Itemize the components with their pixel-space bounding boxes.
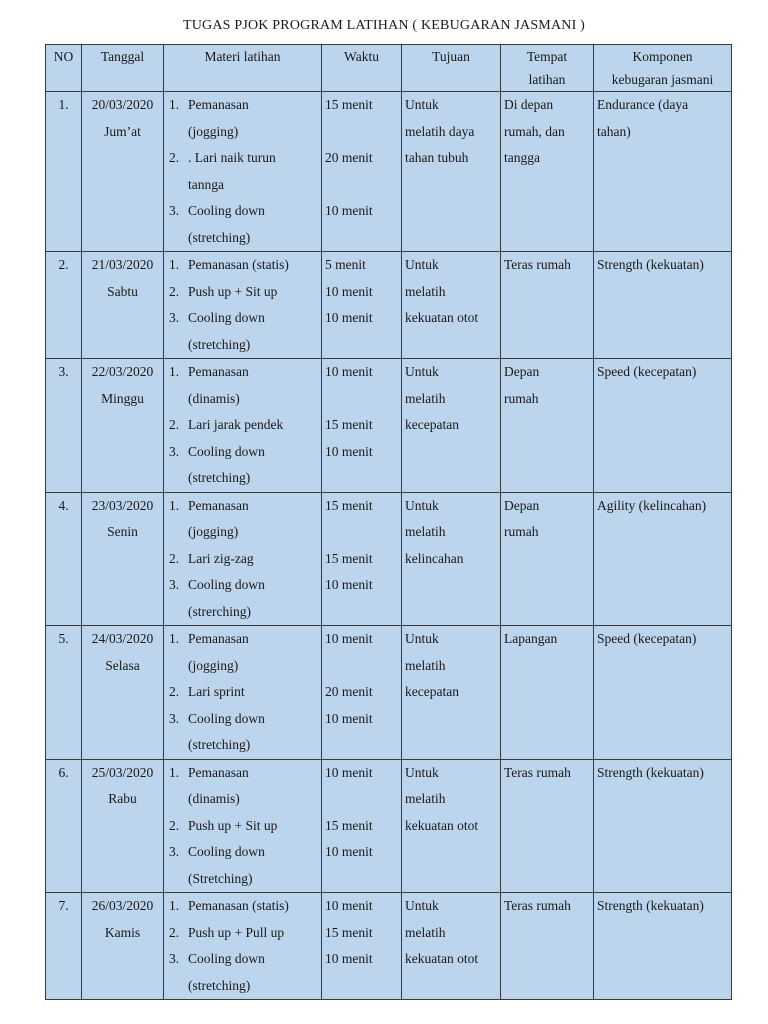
- materi-text: Pemanasan: [188, 631, 249, 646]
- date-text: 25/03/2020: [91, 764, 154, 780]
- header-komponen-line-1: Komponen: [632, 49, 693, 64]
- materi-text: (stretching): [188, 737, 251, 752]
- waktu-text: 10 menit: [325, 951, 373, 966]
- materi-item: [167, 546, 318, 573]
- training-program-table: [45, 44, 732, 1000]
- cell-tanggal: [82, 359, 164, 493]
- materi-text: (stretching): [188, 470, 251, 485]
- materi-number: 3.: [169, 844, 180, 859]
- tujuan-text: tahan tubuh: [405, 150, 469, 165]
- materi-list: [167, 252, 318, 358]
- waktu-text: [325, 519, 398, 546]
- tujuan-text: Untuk: [405, 97, 439, 112]
- tempat-text: rumah, dan: [504, 123, 565, 139]
- cell-materi: [164, 626, 322, 760]
- materi-text: Cooling down: [188, 443, 265, 459]
- materi-text: (Stretching): [188, 870, 253, 886]
- date-text: 20/03/2020: [91, 97, 154, 112]
- waktu-text: 10 menit: [325, 283, 373, 299]
- materi-list: [167, 359, 318, 492]
- table-row: [46, 92, 732, 252]
- waktu-text: [325, 732, 398, 759]
- table-row: [46, 359, 732, 493]
- waktu-text: [325, 465, 398, 492]
- materi-text: (stretching): [188, 336, 251, 352]
- cell-materi: [164, 492, 322, 626]
- day-text: Kamis: [104, 924, 141, 940]
- komponen-text: Speed (kecepatan): [597, 364, 697, 379]
- cell-komponen: [594, 893, 732, 1000]
- materi-item: [167, 706, 318, 759]
- tujuan-text: Untuk: [405, 364, 439, 379]
- materi-number: 3.: [169, 577, 180, 592]
- cell-tujuan: [402, 359, 501, 493]
- materi-text: (stretching): [188, 229, 251, 245]
- cell-tanggal: [82, 626, 164, 760]
- cell-no: 3.: [46, 359, 82, 493]
- cell-materi: [164, 252, 322, 359]
- header-no: NO: [46, 45, 82, 92]
- cell-no: 2.: [46, 252, 82, 359]
- materi-text: tannga: [188, 176, 224, 192]
- materi-text: Push up + Sit up: [188, 283, 278, 299]
- tujuan-text: kelincahan: [405, 550, 464, 566]
- day-text: Jum’at: [104, 123, 141, 139]
- cell-tempat: [501, 492, 594, 626]
- materi-item: [167, 813, 318, 840]
- cell-waktu: [322, 359, 402, 493]
- materi-text: (jogging): [188, 524, 239, 539]
- materi-number: 1.: [169, 257, 180, 272]
- cell-waktu: [322, 893, 402, 1000]
- materi-list: [167, 760, 318, 893]
- day-text: Sabtu: [107, 283, 138, 299]
- waktu-text: 10 menit: [325, 710, 373, 726]
- materi-text: Pemanasan (statis): [188, 257, 289, 272]
- materi-number: 1.: [169, 631, 180, 646]
- komponen-text: Speed (kecepatan): [597, 631, 697, 646]
- cell-waktu: [322, 492, 402, 626]
- waktu-text: 10 menit: [325, 631, 373, 646]
- header-tanggal: Tanggal: [82, 45, 164, 92]
- cell-materi: [164, 759, 322, 893]
- materi-number: 1.: [169, 898, 180, 913]
- materi-text: (strerching): [188, 603, 251, 619]
- page-title: TUGAS PJOK PROGRAM LATIHAN ( KEBUGARAN JASMANI ): [182, 18, 585, 33]
- cell-tujuan: [402, 492, 501, 626]
- cell-tempat: [501, 252, 594, 359]
- tempat-text: Teras rumah: [504, 898, 571, 913]
- tujuan-text: melatih: [405, 791, 446, 806]
- materi-number: 1.: [169, 97, 180, 112]
- waktu-text: 20 menit: [325, 684, 373, 699]
- header-tempat-line-1: Tempat: [526, 49, 568, 64]
- tempat-text: Teras rumah: [504, 257, 571, 272]
- materi-number: 1.: [169, 764, 180, 780]
- tujuan-text: melatih: [405, 283, 446, 299]
- waktu-text: [325, 332, 398, 359]
- cell-materi: [164, 893, 322, 1000]
- cell-tujuan: [402, 759, 501, 893]
- table-row: [46, 626, 732, 760]
- materi-number: 2.: [169, 417, 180, 432]
- cell-materi: [164, 359, 322, 493]
- waktu-text: 10 menit: [325, 443, 373, 459]
- waktu-text: 15 menit: [325, 550, 373, 566]
- materi-text: Lari sprint: [188, 684, 245, 699]
- waktu-text: 15 menit: [325, 417, 373, 432]
- materi-item: [167, 679, 318, 706]
- cell-tempat: [501, 759, 594, 893]
- tujuan-text: melatih: [405, 390, 446, 406]
- tujuan-text: Untuk: [405, 497, 439, 513]
- waktu-text: [325, 599, 398, 626]
- cell-waktu: [322, 252, 402, 359]
- day-text: Senin: [107, 524, 138, 539]
- cell-tempat: [501, 893, 594, 1000]
- cell-komponen: [594, 759, 732, 893]
- waktu-text: 10 menit: [325, 364, 373, 379]
- day-text: Minggu: [101, 390, 144, 406]
- tujuan-text: Untuk: [405, 631, 439, 646]
- materi-text: (dinamis): [188, 791, 240, 806]
- materi-text: Pemanasan: [188, 97, 249, 112]
- materi-item: [167, 305, 318, 358]
- materi-number: 3.: [169, 203, 180, 218]
- cell-komponen: [594, 92, 732, 252]
- waktu-text: 5 menit: [325, 257, 366, 272]
- materi-text: Cooling down: [188, 951, 265, 966]
- cell-tempat: [501, 626, 594, 760]
- materi-text: Pemanasan: [188, 364, 249, 379]
- cell-komponen: [594, 492, 732, 626]
- tujuan-text: kekuatan otot: [405, 951, 479, 966]
- materi-text: Push up + Pull up: [188, 924, 285, 940]
- materi-text: Cooling down: [188, 203, 265, 218]
- header-komponen: [594, 45, 732, 92]
- waktu-text: [325, 866, 398, 893]
- waktu-text: [325, 119, 398, 146]
- cell-no: 7.: [46, 893, 82, 1000]
- materi-text: Pemanasan: [188, 764, 249, 780]
- materi-number: 2.: [169, 684, 180, 699]
- materi-text: . Lari naik turun: [188, 150, 276, 165]
- komponen-text: Endurance (daya: [597, 97, 689, 112]
- materi-text: Pemanasan (statis): [188, 898, 289, 913]
- table-row: [46, 492, 732, 626]
- materi-item: [167, 439, 318, 492]
- waktu-text: 10 menit: [325, 898, 373, 913]
- materi-text: Lari jarak pendek: [188, 417, 284, 432]
- cell-tanggal: [82, 492, 164, 626]
- cell-komponen: [594, 626, 732, 760]
- tujuan-text: melatih daya: [405, 123, 475, 139]
- cell-materi: [164, 92, 322, 252]
- header-tujuan: Tujuan: [402, 45, 501, 92]
- waktu-text: [325, 386, 398, 413]
- komponen-text: Strength (kekuatan): [597, 764, 704, 780]
- materi-number: 3.: [169, 310, 180, 325]
- materi-text: Cooling down: [188, 710, 265, 726]
- cell-tujuan: [402, 252, 501, 359]
- cell-tanggal: [82, 252, 164, 359]
- cell-waktu: [322, 626, 402, 760]
- materi-text: Lari zig-zag: [188, 550, 254, 566]
- materi-number: 2.: [169, 150, 180, 165]
- tujuan-text: Untuk: [405, 257, 439, 272]
- materi-item: [167, 145, 318, 198]
- materi-number: 3.: [169, 951, 180, 966]
- waktu-text: 10 menit: [325, 203, 373, 218]
- cell-tempat: [501, 92, 594, 252]
- header-materi: Materi latihan: [164, 45, 322, 92]
- materi-item: [167, 893, 318, 920]
- tempat-text: tangga: [504, 150, 540, 165]
- cell-tujuan: [402, 893, 501, 1000]
- tujuan-text: kecepatan: [405, 417, 459, 432]
- materi-item: [167, 572, 318, 625]
- date-text: 23/03/2020: [91, 497, 154, 513]
- materi-item: [167, 198, 318, 251]
- materi-text: Pemanasan: [188, 497, 249, 513]
- materi-list: [167, 626, 318, 759]
- tujuan-text: kekuatan otot: [405, 310, 479, 325]
- materi-number: 2.: [169, 550, 180, 566]
- cell-komponen: [594, 252, 732, 359]
- materi-item: [167, 760, 318, 813]
- date-text: 21/03/2020: [91, 257, 154, 272]
- tujuan-text: melatih: [405, 657, 446, 673]
- materi-item: [167, 946, 318, 999]
- komponen-text: Strength (kekuatan): [597, 898, 704, 913]
- materi-text: Cooling down: [188, 844, 265, 859]
- komponen-text: tahan): [597, 123, 631, 139]
- tujuan-text: melatih: [405, 524, 446, 539]
- tempat-text: rumah: [504, 524, 539, 539]
- materi-item: [167, 920, 318, 947]
- materi-text: Cooling down: [188, 577, 265, 592]
- waktu-text: [325, 786, 398, 813]
- materi-number: 2.: [169, 283, 180, 299]
- waktu-text: [325, 172, 398, 199]
- header-komponen-line-2: kebugaran jasmani: [611, 72, 714, 87]
- cell-tanggal: [82, 759, 164, 893]
- table-row: [46, 893, 732, 1000]
- waktu-text: 10 menit: [325, 310, 373, 325]
- materi-text: (stretching): [188, 977, 251, 993]
- waktu-text: 15 menit: [325, 817, 373, 833]
- cell-tujuan: [402, 92, 501, 252]
- materi-number: 1.: [169, 497, 180, 513]
- tempat-text: rumah: [504, 390, 539, 406]
- cell-tanggal: [82, 92, 164, 252]
- materi-text: (jogging): [188, 123, 239, 139]
- materi-number: 3.: [169, 710, 180, 726]
- cell-tanggal: [82, 893, 164, 1000]
- tempat-text: Teras rumah: [504, 764, 571, 780]
- tujuan-text: kecepatan: [405, 684, 459, 699]
- waktu-text: 15 menit: [325, 924, 373, 940]
- materi-number: 2.: [169, 924, 180, 940]
- cell-tujuan: [402, 626, 501, 760]
- day-text: Selasa: [105, 657, 140, 673]
- materi-item: [167, 279, 318, 306]
- cell-tempat: [501, 359, 594, 493]
- cell-komponen: [594, 359, 732, 493]
- materi-number: 1.: [169, 364, 180, 379]
- materi-item: [167, 92, 318, 145]
- materi-number: 3.: [169, 443, 180, 459]
- date-text: 22/03/2020: [91, 364, 154, 379]
- tujuan-text: melatih: [405, 924, 446, 940]
- date-text: 26/03/2020: [91, 898, 154, 913]
- tujuan-text: Untuk: [405, 898, 439, 913]
- cell-no: 1.: [46, 92, 82, 252]
- materi-list: [167, 893, 318, 999]
- cell-no: 4.: [46, 492, 82, 626]
- header-waktu: Waktu: [322, 45, 402, 92]
- komponen-text: Agility (kelincahan): [597, 497, 707, 513]
- materi-text: Push up + Sit up: [188, 817, 278, 833]
- waktu-text: [325, 653, 398, 680]
- tujuan-text: kekuatan otot: [405, 817, 479, 833]
- materi-list: [167, 493, 318, 626]
- materi-list: [167, 92, 318, 251]
- waktu-text: 10 menit: [325, 764, 373, 780]
- tempat-text: Lapangan: [504, 631, 558, 646]
- waktu-text: [325, 973, 398, 1000]
- materi-text: Cooling down: [188, 310, 265, 325]
- waktu-text: 20 menit: [325, 150, 373, 165]
- waktu-text: [325, 225, 398, 252]
- waktu-text: 15 menit: [325, 497, 373, 513]
- header-tempat-line-2: latihan: [528, 72, 566, 87]
- materi-item: [167, 839, 318, 892]
- materi-item: [167, 493, 318, 546]
- waktu-text: 10 menit: [325, 844, 373, 859]
- komponen-text: Strength (kekuatan): [597, 257, 704, 272]
- materi-item: [167, 252, 318, 279]
- waktu-text: 10 menit: [325, 577, 373, 592]
- waktu-text: 15 menit: [325, 97, 373, 112]
- materi-item: [167, 412, 318, 439]
- cell-no: 5.: [46, 626, 82, 760]
- tempat-text: Di depan: [504, 97, 554, 112]
- date-text: 24/03/2020: [91, 631, 154, 646]
- table-row: [46, 252, 732, 359]
- table-body: [46, 92, 732, 1000]
- tempat-text: Depan: [504, 364, 540, 379]
- materi-item: [167, 359, 318, 412]
- table-header-row: [46, 45, 732, 92]
- day-text: Rabu: [108, 791, 137, 806]
- tempat-text: Depan: [504, 497, 540, 513]
- materi-number: 2.: [169, 817, 180, 833]
- cell-no: 6.: [46, 759, 82, 893]
- materi-text: (dinamis): [188, 390, 240, 406]
- materi-text: (jogging): [188, 657, 239, 673]
- header-tempat: [501, 45, 594, 92]
- materi-item: [167, 626, 318, 679]
- tujuan-text: Untuk: [405, 764, 439, 780]
- cell-waktu: [322, 92, 402, 252]
- table-row: [46, 759, 732, 893]
- cell-waktu: [322, 759, 402, 893]
